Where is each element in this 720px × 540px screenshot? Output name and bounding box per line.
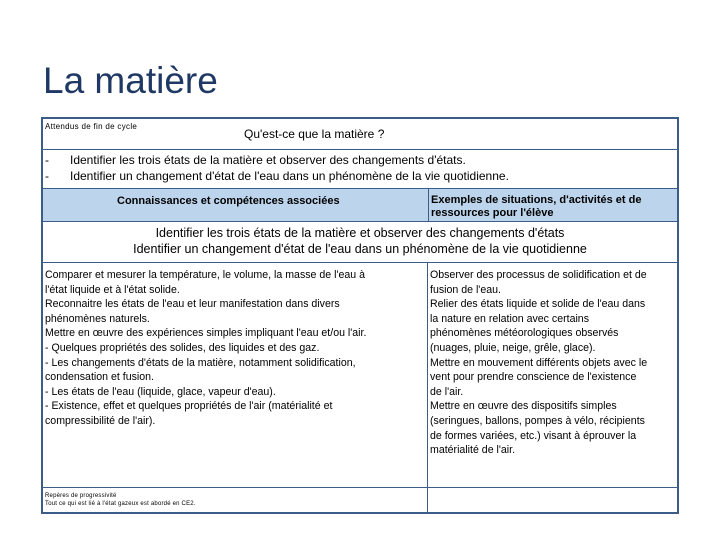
text-line: phénomènes météorologiques observés [430, 327, 619, 340]
section-heading-line: Identifier un changement d'état de l'eau dans un phénomène de la vie quotidienne [133, 242, 587, 256]
text-line: Reconnaitre les états de l'eau et leur manifestation dans divers [45, 298, 340, 311]
table-header [43, 119, 677, 150]
top-band [0, 0, 720, 30]
curriculum-table [41, 117, 679, 514]
text-line: condensation et fusion. [45, 371, 154, 384]
text-line: Mettre en œuvre des dispositifs simples [430, 400, 617, 413]
attendus-label: Attendus de fin de cycle [45, 122, 138, 131]
column-header-examples [428, 188, 677, 222]
progression-note-title: Repères de progressivité [45, 493, 117, 499]
text-line: Observer des processus de solidification et de [430, 269, 647, 281]
objective-text: Identifier les trois états de la matière et observer des changements d'états. [70, 153, 466, 167]
text-line: de formes variées, etc.) visant à éprouver la [430, 429, 637, 442]
text-line: - Existence, effet et quelques propriétés de l'air (matérialité et [45, 400, 333, 413]
examples-cell [428, 263, 677, 488]
progression-note-text: Tout ce qui est lié à l'état gazeux est abordé en CE2. [45, 501, 196, 507]
column-header-text [431, 194, 641, 220]
text-line: - Quelques propriétés des solides, des liquides et des gaz. [45, 341, 320, 354]
section-heading [43, 222, 677, 263]
text-line: de l'air. [430, 385, 464, 398]
text-line: (seringues, ballons, pompes à vélo, récipients [430, 414, 645, 427]
knowledge-text [45, 268, 366, 429]
text-line: matérialité de l'air. [430, 444, 516, 457]
text-line: Mettre en mouvement différents objets avec le [430, 356, 648, 369]
text-line: - Les états de l'eau (liquide, glace, vapeur d'eau). [45, 385, 276, 398]
text-line: la nature en relation avec certains [430, 312, 589, 325]
text-line: fusion de l'eau. [430, 283, 501, 296]
knowledge-cell [43, 263, 428, 488]
text-line: Comparer et mesurer la température, le volume, la masse de l'eau à [45, 269, 365, 281]
section-heading-line: Identifier les trois états de la matière et observer des changements d'états [155, 226, 565, 240]
text-line: phénomènes naturels. [45, 312, 150, 325]
objective-text: Identifier un changement d'état de l'eau dans un phénomène de la vie quotidienne. [70, 169, 509, 183]
line: Exemples de situations, d'activités et de [431, 194, 642, 206]
text-line: (nuages, pluie, neige, grêle, glace). [430, 341, 596, 354]
question-heading: Qu'est-ce que la matière ? [244, 127, 385, 141]
column-header-text: Connaissances et compétences associées [117, 195, 340, 207]
text-line: Mettre en œuvre des expériences simples impliquant l'eau et/ou l'air. [45, 327, 367, 340]
bullet: - [45, 153, 49, 167]
text-line: compressibilité de l'air). [45, 414, 156, 427]
text-line: vent pour prendre conscience de l'existence [430, 371, 637, 384]
progression-note [43, 488, 428, 512]
objectives-list [43, 150, 677, 188]
line: ressources pour l'élève [431, 207, 554, 219]
text-line: - Les changements d'états de la matière, notamment solidification, [45, 356, 356, 369]
examples-text [430, 268, 647, 458]
text-line: l'état liquide et à l'état solide. [45, 283, 180, 296]
column-header-knowledge [43, 188, 428, 222]
text-line: Relier des états liquide et solide de l'eau dans [430, 298, 646, 311]
slide-title: La matière [43, 60, 218, 101]
bullet: - [45, 169, 49, 183]
